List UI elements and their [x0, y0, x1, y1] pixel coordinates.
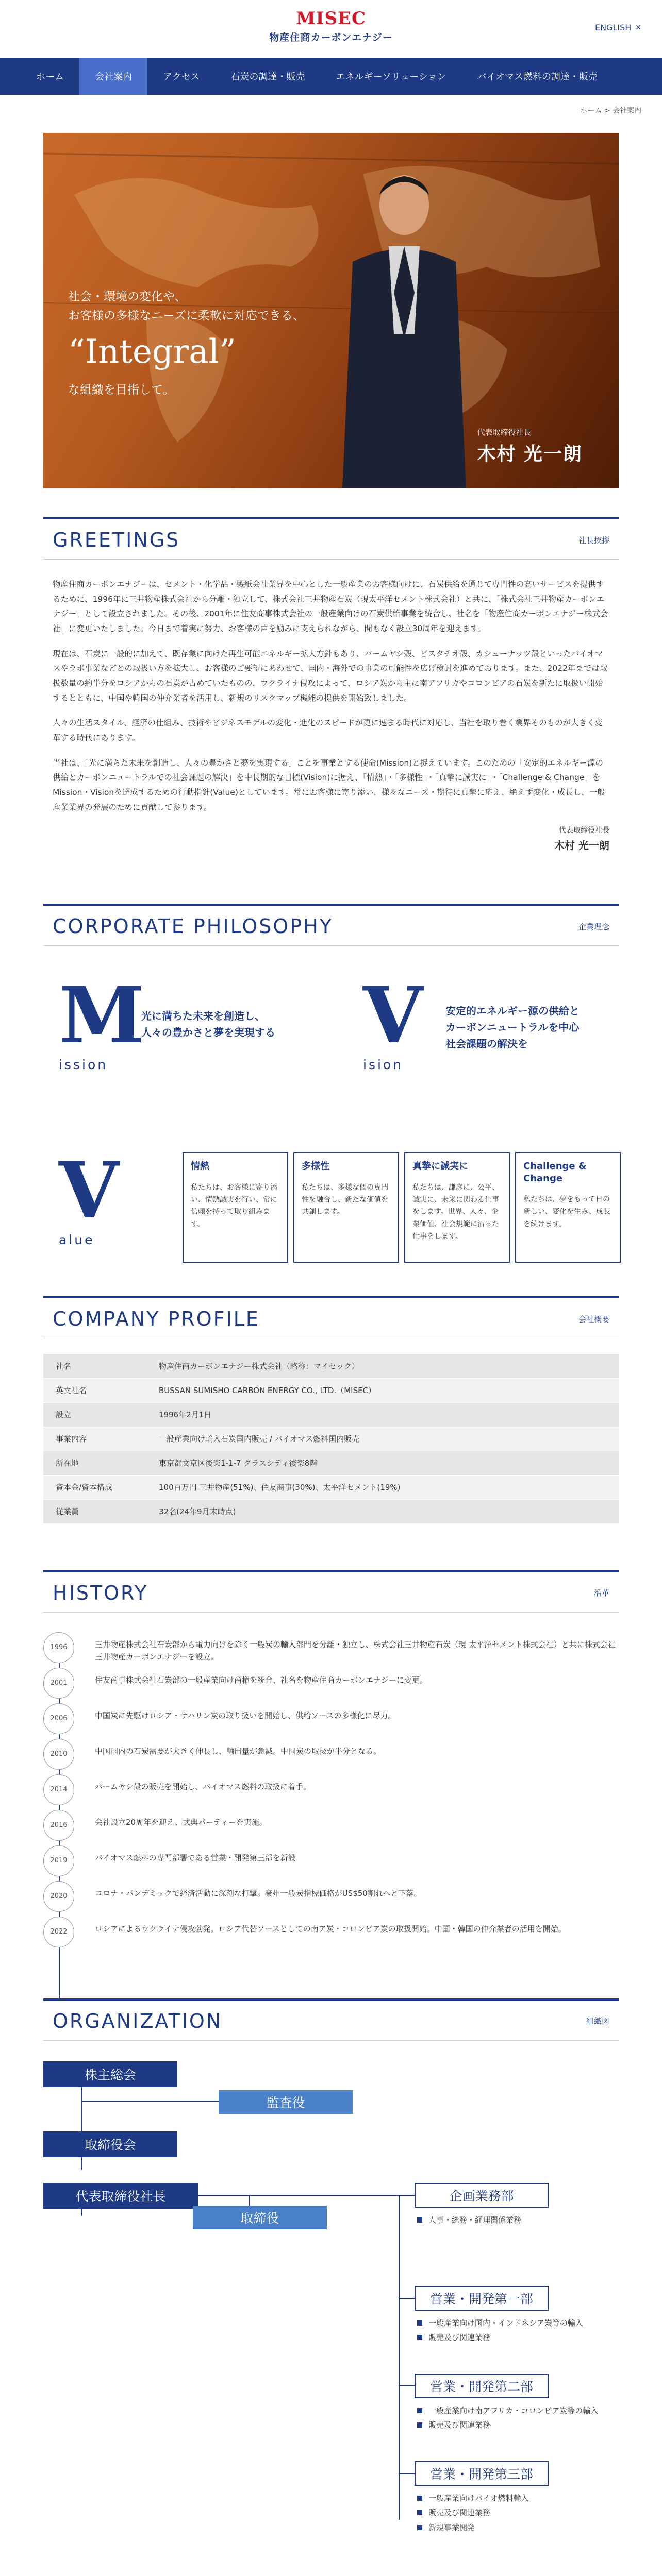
value-card: [293, 1152, 399, 1263]
vision-text-line: カーボンニュートラルを中心: [445, 1021, 580, 1034]
nav-coal[interactable]: 石炭の調達・販売: [230, 72, 305, 82]
table-row: [43, 1354, 619, 1378]
history-title: HISTORY: [53, 1581, 148, 1604]
nav-energy-solution[interactable]: エネルギーソリューション: [336, 72, 446, 82]
value-letter: V: [59, 1145, 119, 1236]
history-text: コロナ・パンデミックで経済活動に深刻な打撃。豪州一般炭指標価格がUS$50割れへと下落。: [95, 1888, 422, 1898]
profile-header: [43, 1296, 619, 1338]
signature-name: 木村 光一朗: [554, 839, 609, 852]
mission-mark: [59, 970, 145, 1073]
profile-section: [43, 1296, 619, 1550]
greetings-title: GREETINGS: [53, 529, 180, 551]
history-text: ロシアによるウクライナ侵攻勃発。ロシア代替ソースとしての南ア炭・コロンビア炭の取扱開始。中国・韓国の仲介業者の活用を開始。: [95, 1924, 566, 1934]
history-year: 2022: [43, 1917, 74, 1947]
table-cell-label: 従業員: [43, 1499, 146, 1523]
org-dept-sales2: 営業・開発第二部: [415, 2374, 549, 2398]
history-row: [43, 1810, 619, 1845]
vision-text-line: 安定的エネルギー源の供給と: [445, 1005, 580, 1018]
history-row: [43, 1845, 619, 1881]
org-dept-items: [417, 2213, 521, 2228]
org-dept-sales1: 営業・開発第一部: [415, 2286, 549, 2311]
hero-image: [43, 133, 619, 488]
main-nav: [0, 58, 662, 95]
table-row: [43, 1499, 619, 1523]
org-directors: 取締役: [193, 2206, 327, 2229]
table-cell-label: 社名: [43, 1354, 146, 1378]
logo-mark: MISEC: [295, 8, 367, 29]
history-timeline: [43, 1613, 619, 1978]
history-text: 三井物産株式会社石炭部から電力向けを除く一般炭の輸入部門を分離・独立し、株式会社三井物産石炭（現 太平洋セメント株式会社）と共に株式会社三井物産カーボンエナジーを設立。: [95, 1639, 616, 1662]
org-dept-item: 一般産業向けバイオ燃料輸入: [417, 2491, 529, 2506]
hero-president-name: 木村 光一朗: [477, 443, 583, 465]
org-dept-item: 販売及び関連業務: [417, 2505, 529, 2520]
history-row: [43, 1668, 619, 1703]
history-text: 住友商事株式会社石炭部の一般産業向け商権を統合、社名を物産住商カーボンエナジーに変更。: [95, 1675, 427, 1685]
philosophy-body: [43, 946, 619, 1276]
logo-company-name: 物産住商カーボンエナジー: [269, 32, 393, 43]
organization-header: [43, 1998, 619, 2041]
value-card: [183, 1152, 288, 1263]
greetings-signature: [43, 825, 619, 873]
history-row: [43, 1632, 619, 1668]
history-section: [43, 1570, 619, 1978]
history-row: [43, 1739, 619, 1774]
hero-copy: [68, 287, 305, 397]
history-year: 2014: [43, 1774, 74, 1805]
org-shareholders: 株主総会: [43, 2061, 177, 2087]
history-year: 2016: [43, 1810, 74, 1841]
history-row: [43, 1774, 619, 1810]
history-year: 2006: [43, 1703, 74, 1734]
greetings-body: [43, 560, 619, 815]
table-cell-value: 東京都文京区後楽1-1-7 グラスシティ後楽8階: [146, 1451, 619, 1475]
organization-title: ORGANIZATION: [53, 2009, 223, 2032]
org-president: 代表取締役社長: [43, 2183, 198, 2209]
profile-table-wrap: [43, 1338, 619, 1550]
org-dept-item: 人事・総務・経理関係業務: [417, 2213, 521, 2228]
site-header: [0, 0, 662, 58]
table-cell-label: 設立: [43, 1402, 146, 1427]
history-year: 2010: [43, 1739, 74, 1770]
org-dept-items: [417, 2316, 583, 2345]
table-cell-value: 物産住商カーボンエナジー株式会社（略称：マイセック）: [146, 1354, 619, 1378]
table-cell-label: 英文社名: [43, 1378, 146, 1402]
profile-subtitle: 会社概要: [578, 1314, 609, 1324]
mission-text-line: 人々の豊かさと夢を実現する: [141, 1026, 275, 1039]
vision-mark: [363, 970, 423, 1073]
history-text: 会社設立20周年を迎え、式典パーティーを実施。: [95, 1817, 267, 1827]
hero-president-title: 代表取締役社長: [477, 428, 532, 437]
value-cards: [183, 1152, 621, 1263]
greetings-paragraph: 現在は、石炭に一般的に加えて、既存業に向けた再生可能エネルギー拡大方針もあり、バームヤシ殻、ビスタチオ殻、カシューナッツ殻といったバイオマスやラボ事業などとの取扱い方を拡大し、お客様のご要望にあわせて、国内・海外での事業の可能性を広げ検討を進めております。また、2022年までは取扱数量の約半分をロシアからの石炭が占めていたものの、ウクライナ侵攻によって、ロシア炭から主に南アフリカやコロンビアの石炭を新たに取扱い開始するとともに、中国や韓国の仲介業者を活用し、新規のリスクマップ機能の提供を開始致しました。: [53, 649, 608, 703]
org-dept-item: 販売及び関連業務: [417, 2330, 583, 2345]
breadcrumb[interactable]: ホーム > 会社案内: [580, 107, 641, 115]
value-card: [515, 1152, 621, 1263]
org-dept-items: [417, 2403, 598, 2433]
history-row: [43, 1703, 619, 1739]
greetings-header: [43, 517, 619, 560]
greetings-paragraph: 当社は、「光に満ちた未来を創造し、人々の豊かさと夢を実現する」ことを事業とする使命(Mission)と捉えています。このための「安定的エネルギー源の供給とカーボンニュートラルでの社会課題の解決」を中長期的な目標(Vision)に据え、「情熱」・「多様性」・「真摯に誠実に」・「Challenge & Change」をMission・Visionを達成するための行動指針(Value)としています。常にお客様に寄り添い、様々なニーズ・期待に真摯に応え、絶えず変化・成長し、一般産業業界の発展のために貢献して参ります。: [53, 758, 605, 812]
philosophy-subtitle: 企業理念: [578, 922, 609, 931]
mission-text: [141, 1008, 275, 1041]
vision-letter: V: [363, 970, 423, 1061]
org-dept-items: [417, 2491, 529, 2535]
nav-access[interactable]: アクセス: [163, 72, 200, 82]
history-text: バイオマス燃料の専門部署である営業・開発第三部を新設: [95, 1853, 296, 1862]
value-card-title: 情熱: [191, 1161, 209, 1172]
table-cell-value: BUSSAN SUMISHO CARBON ENERGY CO., LTD.（MISEC）: [146, 1378, 619, 1402]
value-card-text: 私たちは、謙虚に、公平、誠実に、未来に関わる仕事をします。世界、人々、企業価値、社会規範に沿った仕事をします。: [412, 1183, 499, 1241]
history-text: 中国国内の石炭需要が大きく伸長し、輸出量が急減。中国炭の取扱が半分となる。: [95, 1746, 382, 1756]
table-cell-value: 32名(24年9月末時点): [146, 1499, 619, 1523]
table-row: [43, 1475, 619, 1499]
language-label: ENGLISH: [594, 23, 632, 32]
vision-text-line: 社会課題の解決を: [445, 1038, 528, 1050]
hero-line3: な組織を目指して。: [68, 383, 175, 397]
table-cell-label: 所在地: [43, 1451, 146, 1475]
history-text: 中国炭に先駆けロシア・サハリン炭の取り扱いを開始し、供給ソースの多様化に尽力。: [95, 1710, 396, 1720]
org-auditor: 監査役: [219, 2090, 353, 2114]
mission-letter: M: [59, 970, 145, 1061]
org-dept-item: 一般産業向け南アフリカ・コロンビア炭等の輸入: [417, 2403, 598, 2418]
history-year: 2001: [43, 1668, 74, 1699]
hero-line2: お客様の多様なニーズに柔軟に対応できる、: [68, 309, 305, 323]
value-card: [404, 1152, 510, 1263]
nav-biomass[interactable]: バイオマス燃料の調達・販売: [477, 72, 598, 82]
history-row: [43, 1917, 619, 1952]
history-year: 2019: [43, 1845, 74, 1876]
value-card-text: 私たちは、お客様に寄り添い、情熱誠実を行い、常に信頼を持って取り組みます。: [191, 1183, 277, 1229]
value-word: alue: [59, 1232, 95, 1248]
org-board: 取締役会: [43, 2131, 177, 2157]
table-row: [43, 1402, 619, 1427]
value-mark: [59, 1145, 119, 1248]
org-dept-sales3: 営業・開発第三部: [415, 2461, 549, 2486]
table-cell-value: 1996年2月1日: [146, 1402, 619, 1427]
history-subtitle: 沿革: [593, 1588, 609, 1598]
table-cell-value: 100百万円 三井物産(51%)、住友商事(30%)、太平洋セメント(19%): [146, 1475, 619, 1499]
philosophy-section: [43, 904, 619, 1276]
history-row: [43, 1881, 619, 1917]
value-card-text: 私たちは、多様な個の専門性を融合し、新たな価値を共創します。: [302, 1183, 388, 1216]
mission-text-line: 光に満ちた未来を創造し、: [141, 1010, 265, 1023]
organization-section: [43, 1998, 619, 2576]
org-dept-item: 新規事業開発: [417, 2520, 529, 2535]
history-text: パームヤシ殻の販売を開始し、バイオマス燃料の取扱に着手。: [95, 1782, 311, 1791]
greetings-paragraph: 物産住商カーボンエナジーは、セメント・化学品・製紙会社業界を中心とした一般産業のお客様向けに、石炭供給を通じて専門性の高いサービスを提供するために、1996年に三井物産株式会社から分離・独立して、株式会社三井物産石炭（現太平洋セメント株式会社）と共に、「株式会社三井物産カーボンエナジー」として設立されました。その後、2001年に住友商事株式会社の一般産業向けの石炭供給事業を統合し、社名を「物産住商カーボンエナジー株式会社」に変更いたしました。今日まで着実に努力、お客様の声を励みに支えられながら、間もなく設立30周年を迎えます。: [53, 580, 608, 634]
org-dept-planning: 企画業務部: [415, 2183, 549, 2208]
hero-headline: “Integral”: [68, 332, 236, 371]
history-year: 1996: [43, 1632, 74, 1663]
philosophy-header: [43, 904, 619, 946]
vision-word: ision: [363, 1057, 404, 1073]
hero-line1: 社会・環境の変化や、: [68, 290, 187, 303]
language-switch[interactable]: [595, 23, 641, 32]
value-card-title: 多様性: [302, 1161, 329, 1172]
greetings-subtitle: 社長挨拶: [578, 535, 609, 545]
table-cell-value: 一般産業向け輸入石炭国内販売 / バイオマス燃料国内販売: [146, 1427, 619, 1451]
nav-company[interactable]: 会社案内: [79, 58, 147, 95]
org-chart: [43, 2041, 619, 2576]
vision-text: [445, 1003, 580, 1052]
table-row: [43, 1378, 619, 1402]
philosophy-title: CORPORATE PHILOSOPHY: [53, 915, 334, 938]
greetings-section: [43, 517, 619, 873]
mission-word: ission: [59, 1057, 108, 1073]
hero-president: [477, 427, 583, 466]
organization-subtitle: 組織図: [586, 2016, 609, 2026]
value-card-title: Challenge & Change: [523, 1161, 587, 1184]
table-row: [43, 1427, 619, 1451]
history-year: 2020: [43, 1881, 74, 1912]
greetings-paragraph: 人々の生活スタイル、経済の仕組み、技術やビジネスモデルの変化・進化のスピードが更に速まる時代に対応し、当社を取り巻く業界そのものが大きく変革する時代にあります。: [53, 718, 603, 743]
history-header: [43, 1570, 619, 1613]
company-logo[interactable]: [269, 8, 393, 44]
table-row: [43, 1451, 619, 1475]
signature-title: 代表取締役社長: [559, 826, 609, 835]
value-card-title: 真摯に誠実に: [412, 1161, 468, 1172]
table-cell-label: 事業内容: [43, 1427, 146, 1451]
org-dept-item: 販売及び関連業務: [417, 2418, 598, 2433]
close-icon: ✕: [635, 23, 641, 32]
nav-home[interactable]: ホーム: [36, 72, 64, 82]
org-dept-item: 一般産業向け国内・インドネシア炭等の輸入: [417, 2316, 583, 2331]
table-cell-label: 資本金/資本構成: [43, 1475, 146, 1499]
value-card-text: 私たちは、夢をもって日の新しい、変化を生み、成長を続けます。: [523, 1195, 610, 1228]
president-photo: [332, 169, 476, 488]
profile-table: [43, 1354, 619, 1524]
profile-title: COMPANY PROFILE: [53, 1308, 260, 1331]
